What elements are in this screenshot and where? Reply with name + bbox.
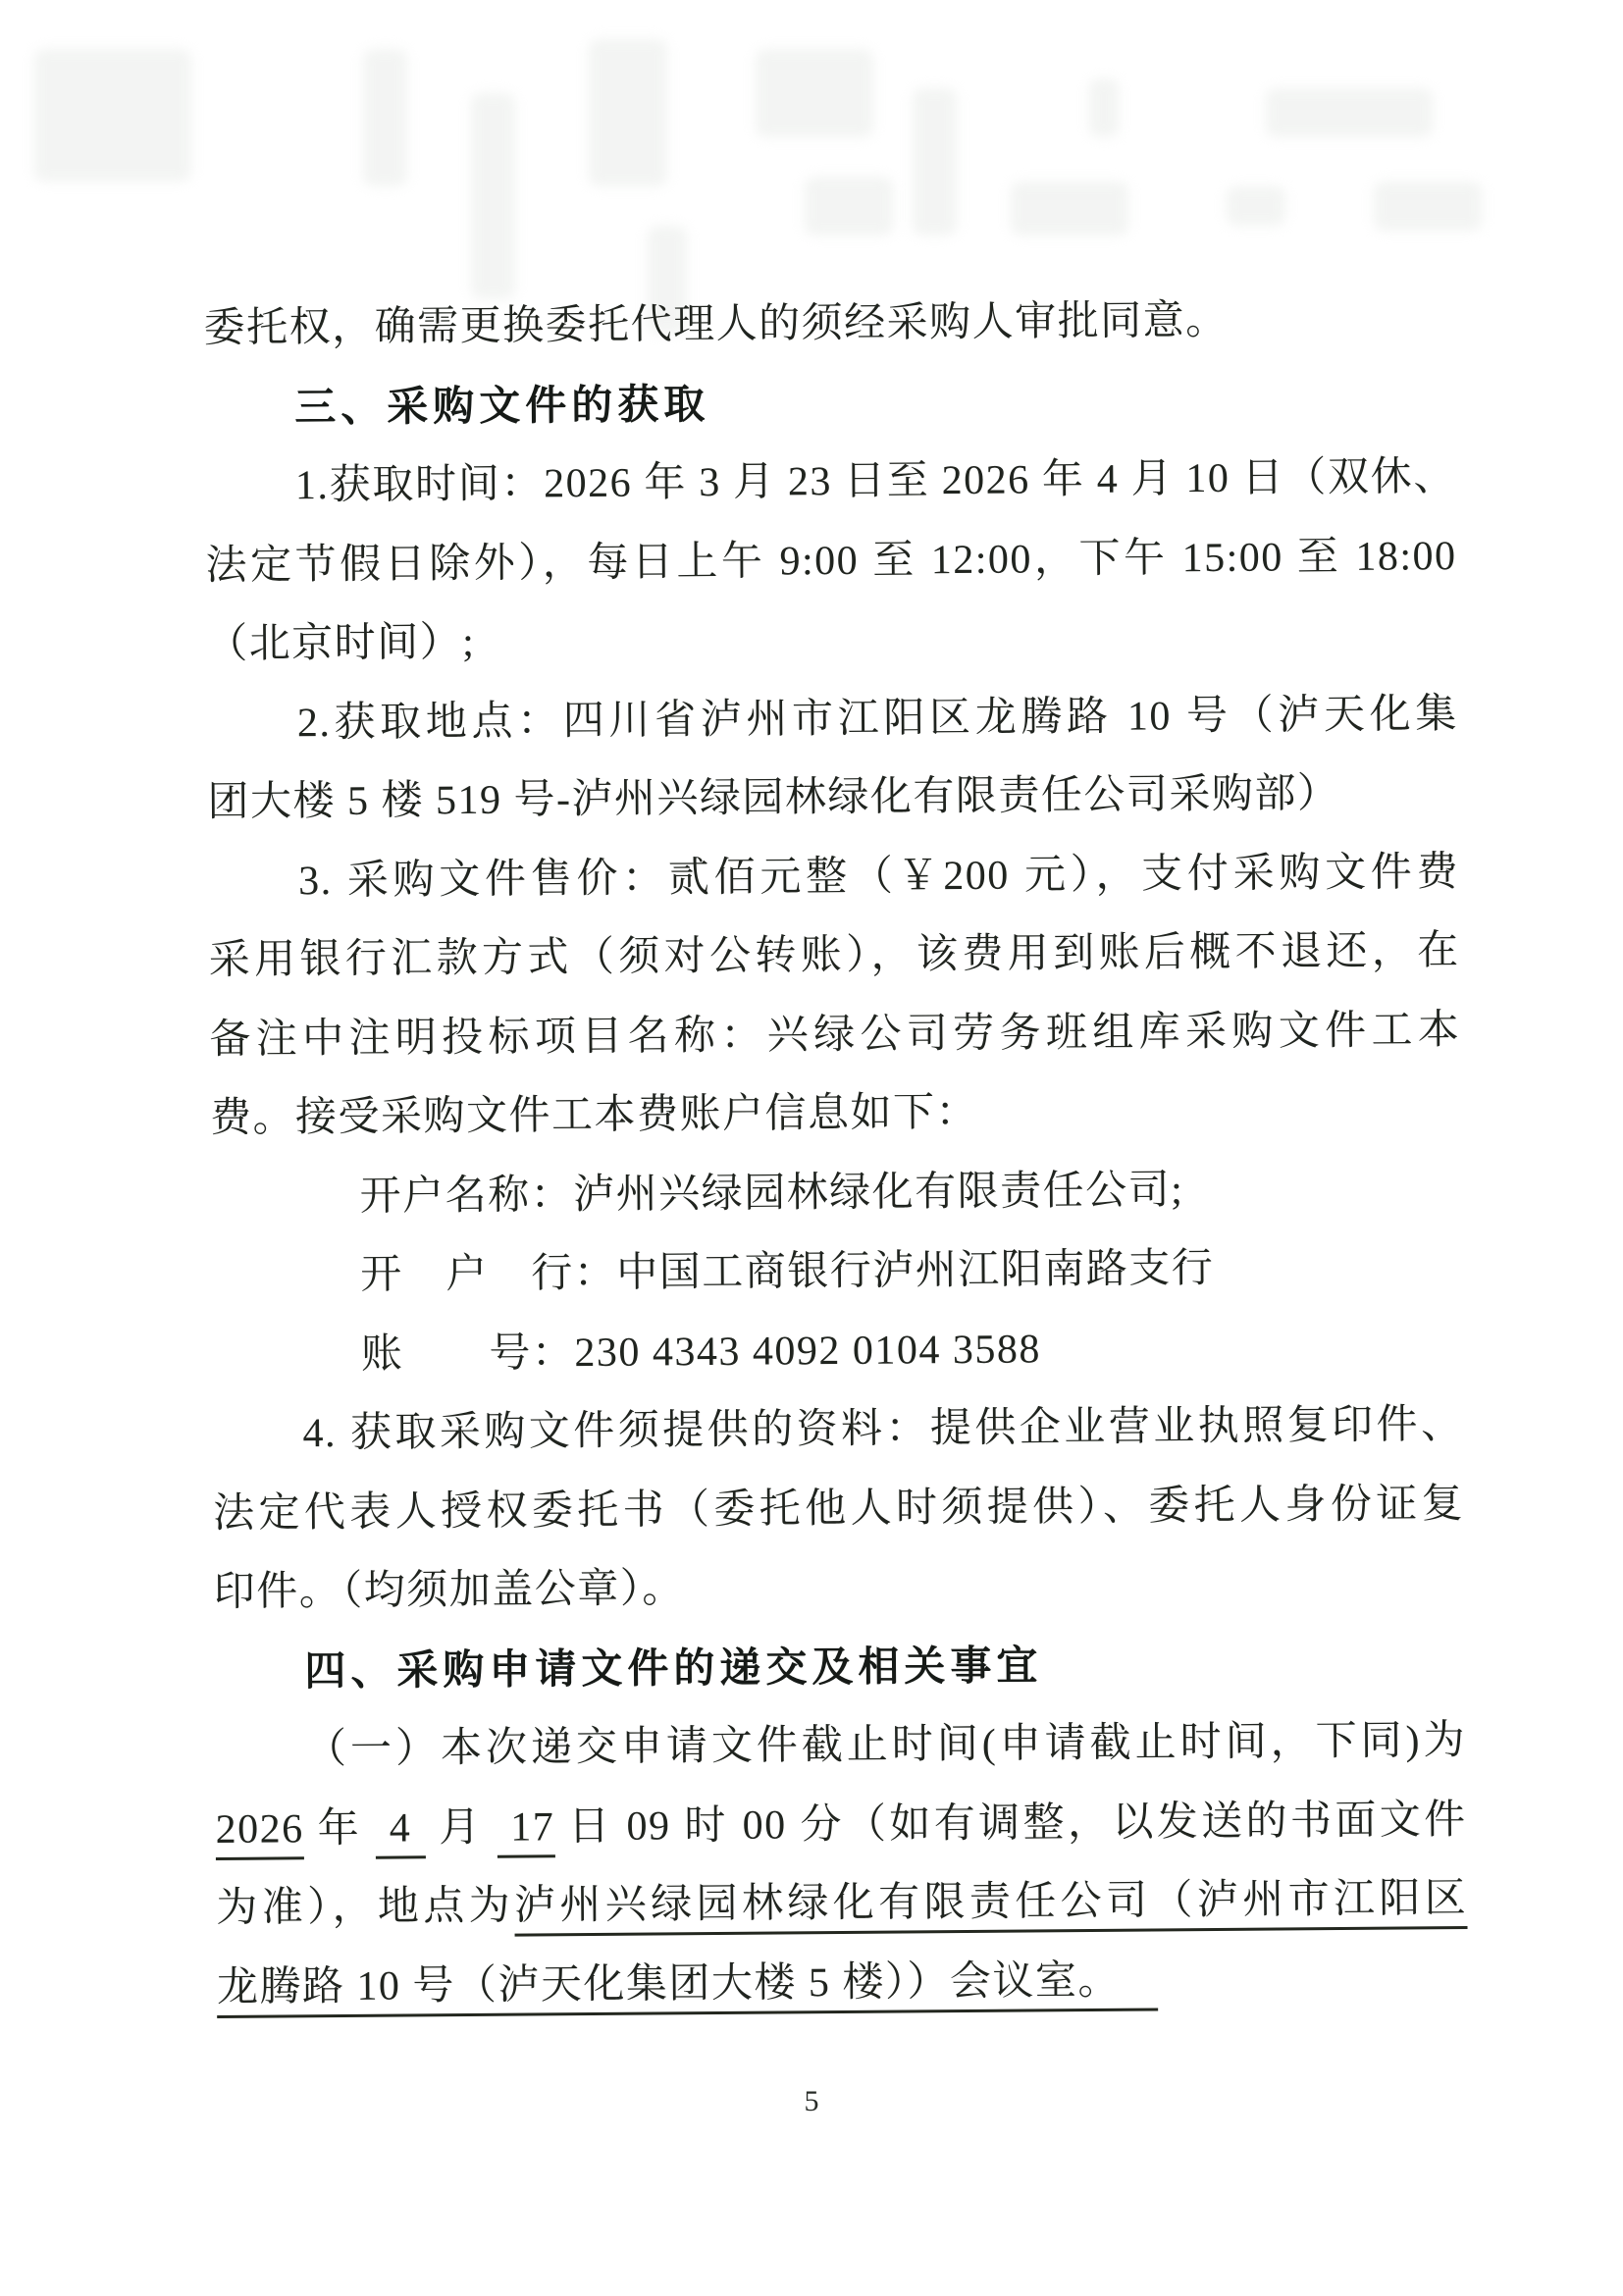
scan-smudge — [1374, 182, 1482, 231]
text-segment: 年 — [303, 1805, 377, 1852]
text-segment: 月 — [425, 1804, 497, 1851]
doc-line-item1 — [205, 438, 1457, 527]
document-body — [203, 280, 1468, 2027]
text-segment: 委托权，确需更换委托代理人的须经采购人审批同意。 — [203, 297, 1229, 352]
text-segment: 3. 采购文件售价：贰佰元整（￥200 元），支付采购文件费 — [297, 849, 1460, 904]
account-name-line — [210, 1148, 1462, 1237]
doc-line-continuation — [213, 1543, 1465, 1633]
text-segment: 费。接受采购文件工本费账户信息如下： — [209, 1089, 979, 1142]
text-segment: 开户名称：泸州兴绿园林绿化有限责任公司; — [359, 1167, 1184, 1220]
scan-smudge — [34, 49, 191, 182]
doc-line-item2 — [207, 675, 1459, 764]
text-segment: 印件。（均须加盖公章）。 — [213, 1566, 685, 1615]
heading-text: 三、采购文件的获取 — [294, 380, 710, 430]
scan-smudge — [1011, 182, 1128, 235]
scan-smudge — [913, 88, 957, 235]
text-segment: （北京时间）; — [206, 619, 476, 668]
underlined-address-end: 龙腾路 10 号（泸天化集团大楼 5 楼））会议室。 — [217, 1957, 1158, 2018]
doc-line-continuation — [213, 1464, 1465, 1553]
text-segment: 法定节假日除外），每日上午 9:00 至 12:00，下午 15:00 至 18:00 — [205, 533, 1457, 589]
text-segment: （一）本次递交申请文件截止时间(申请截止时间，下同)为 — [304, 1717, 1467, 1773]
scan-smudge — [363, 49, 407, 186]
doc-line-continuation — [208, 912, 1460, 1001]
scan-smudge — [805, 177, 893, 235]
doc-line-deadline-date — [215, 1780, 1467, 1869]
scan-smudge — [756, 49, 873, 137]
scan-smudge — [589, 39, 667, 186]
doc-line-location-end — [217, 1938, 1469, 2027]
text-segment: 开 户 行：中国工商银行泸州江阳南路支行 — [360, 1245, 1215, 1298]
section-heading-three — [204, 359, 1456, 448]
bank-branch-line — [211, 1227, 1463, 1317]
doc-line-item3 — [208, 833, 1460, 922]
doc-line-continuation — [207, 754, 1459, 843]
text-segment: 为准），地点为 — [216, 1883, 515, 1931]
page-number: 5 — [804, 2085, 819, 2117]
text-segment: 日 09 时 00 分（如有调整，以发送的书面文件 — [554, 1797, 1467, 1850]
text-segment: 1.获取时间：2026 年 3 月 23 日至 2026 年 4 月 10 日（双休、 — [294, 454, 1457, 509]
underlined-month: 4 — [376, 1805, 426, 1858]
text-segment: 备注中注明投标项目名称：兴绿公司劳务班组库采购文件工本 — [209, 1007, 1461, 1063]
text-segment: 法定代表人授权委托书（委托他人时须提供）、委托人身份证复 — [212, 1481, 1465, 1537]
doc-line-continuation — [209, 991, 1461, 1080]
account-number-line — [212, 1306, 1464, 1395]
doc-line-location — [216, 1859, 1468, 1949]
underlined-company-address: 泸州兴绿园林绿化有限责任公司（泸州市江阳区 — [514, 1876, 1468, 1937]
doc-line-deadline-intro — [215, 1701, 1467, 1791]
text-segment: 账 号：230 4343 4092 0104 3588 — [360, 1326, 1042, 1378]
underlined-year: 2026 — [216, 1806, 304, 1860]
text-segment: 2.获取地点：四川省泸州市江阳区龙腾路 10 号（泸天化集 — [296, 691, 1458, 746]
text-segment: 团大楼 5 楼 519 号-泸州兴绿园林绿化有限责任公司采购部） — [207, 770, 1340, 826]
doc-line-continuation — [203, 280, 1455, 369]
scan-smudge — [471, 93, 515, 299]
doc-line-item4 — [212, 1385, 1464, 1475]
scan-smudge — [1089, 78, 1119, 137]
text-segment: 采用银行汇款方式（须对公转账），该费用到账后概不退还，在 — [208, 928, 1460, 984]
heading-text: 四、采购申请文件的递交及相关事宜 — [304, 1641, 1043, 1694]
doc-line-continuation — [205, 517, 1457, 606]
doc-line-continuation — [210, 1070, 1462, 1159]
section-heading-four — [214, 1622, 1466, 1711]
doc-line-continuation — [206, 596, 1458, 685]
underlined-day: 17 — [497, 1804, 554, 1857]
scan-smudge — [1266, 88, 1433, 137]
text-segment: 4. 获取采购文件须提供的资料：提供企业营业执照复印件、 — [302, 1401, 1464, 1457]
scan-smudge — [1227, 186, 1285, 226]
